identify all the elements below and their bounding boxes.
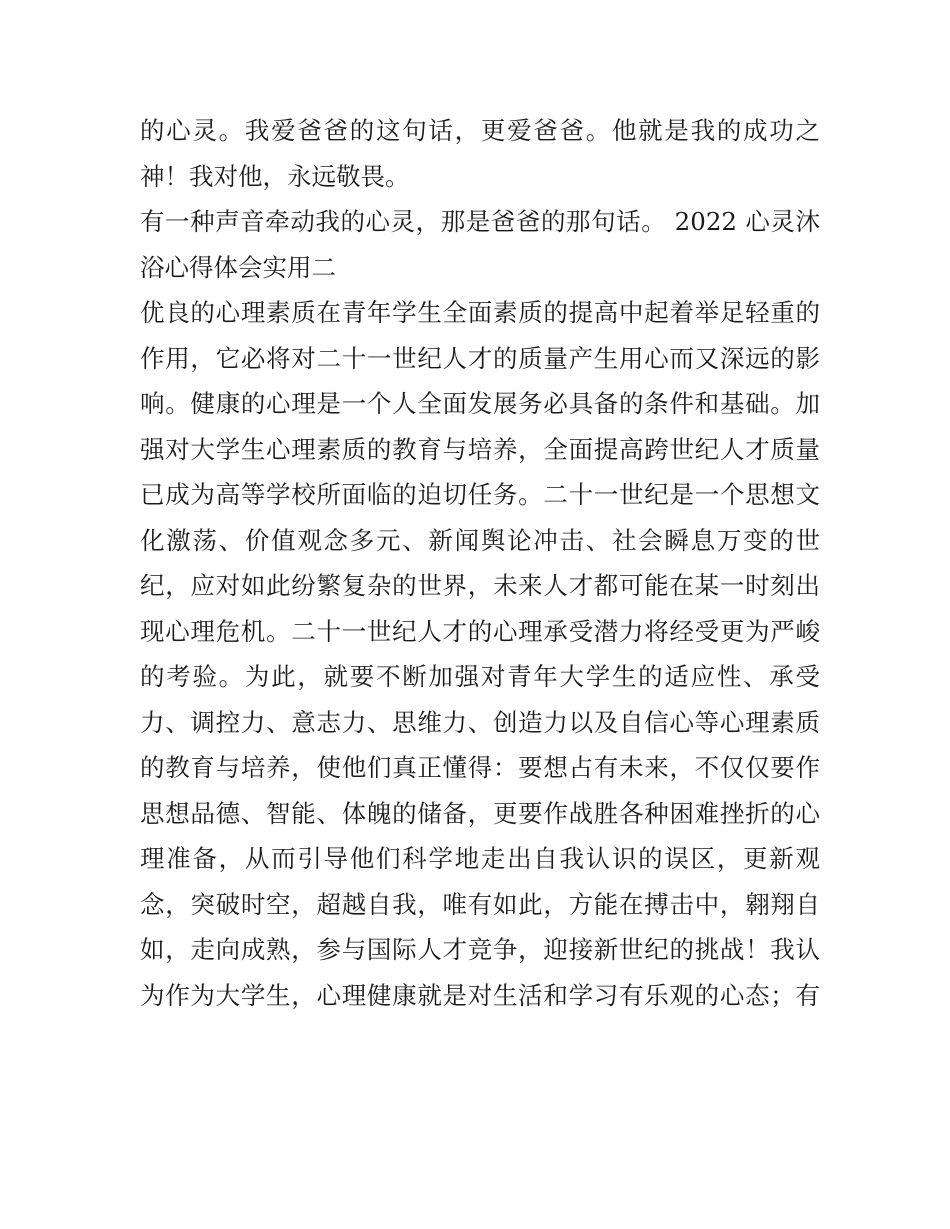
- text-line-18: 念，突破时空，超越自我，唯有如此，方能在搏击中，翱翔自: [140, 889, 820, 919]
- text-line-14: 力、调控力、意志力、思维力、创造力以及自信心等心理素质: [140, 707, 820, 737]
- text-line-2: 神！我对他，永远敬畏。: [140, 161, 410, 191]
- document-body-text: [140, 108, 820, 1018]
- text-line-12: 现心理危机。二十一世纪人才的心理承受潜力将经受更为严峻: [140, 616, 820, 646]
- text-line-7: 响。健康的心理是一个人全面发展务必具备的条件和基础。加: [140, 389, 820, 418]
- text-line-20: 为作为大学生，心理健康就是对生活和学习有乐观的心态；有: [140, 980, 820, 1010]
- text-line-16: 思想品德、智能、体魄的储备，更要作战胜各种困难挫折的心: [140, 798, 820, 828]
- text-line-19: 如，走向成熟，参与国际人才竞争，迎接新世纪的挑战！我认: [140, 935, 820, 964]
- text-line-11: 纪，应对如此纷繁复杂的世界，未来人才都可能在某一时刻出: [140, 571, 820, 600]
- text-line-3: 有一种声音牵动我的心灵，那是爸爸的那句话。 2022 心灵沐: [140, 207, 820, 236]
- text-line-15: 的教育与培养，使他们真正懂得：要想占有未来，不仅仅要作: [140, 753, 820, 782]
- text-line-17: 理准备，从而引导他们科学地走出自我认识的误区，更新观: [140, 844, 820, 873]
- text-line-8: 强对大学生心理素质的教育与培养，全面提高跨世纪人才质量: [140, 434, 820, 464]
- text-line-10: 化激荡、价值观念多元、新闻舆论冲击、社会瞬息万变的世: [140, 525, 820, 555]
- section-heading-line: 浴心得体会实用二: [140, 252, 336, 282]
- text-line-1: 的心灵。我爱爸爸的这句话，更爱爸爸。他就是我的成功之: [140, 116, 820, 145]
- text-line-9: 已成为高等学校所面临的迫切任务。二十一世纪是一个思想文: [140, 480, 820, 509]
- text-line-5: 优良的心理素质在青年学生全面素质的提高中起着举足轻重的: [140, 298, 820, 327]
- text-line-13: 的考验。为此，就要不断加强对青年大学生的适应性、承受: [140, 662, 820, 691]
- text-line-6: 作用，它必将对二十一世纪人才的质量产生用心而又深远的影: [140, 343, 820, 373]
